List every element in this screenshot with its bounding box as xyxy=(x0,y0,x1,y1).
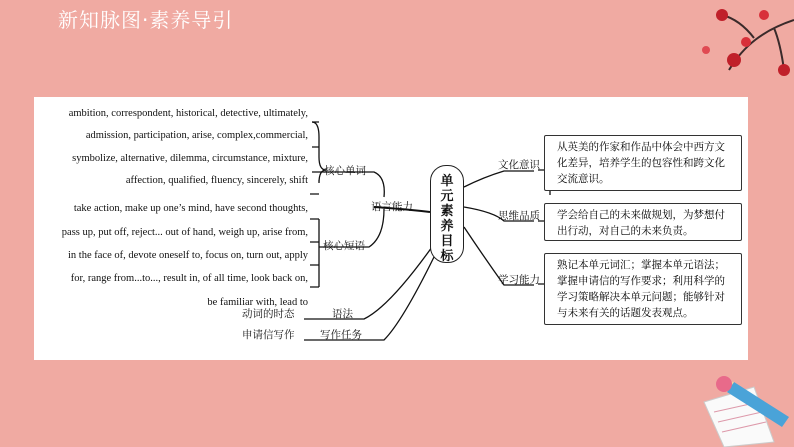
thinking-line: 出行动，对自己的未来负责。 xyxy=(557,225,694,237)
culture-line: 化差异，培养学生的包容性和跨文化 xyxy=(557,157,725,169)
unit-goals-center-node xyxy=(430,165,464,263)
plum-blossom-decoration xyxy=(634,0,794,110)
culture-line: 从英美的作家和作品中体会中西方文 xyxy=(557,141,725,153)
culture-box xyxy=(544,135,742,191)
culture-label: 文化意识 xyxy=(498,159,540,171)
learning-box xyxy=(544,253,742,325)
writing-label: 写作任务 xyxy=(320,329,362,341)
vocab-line: admission, participation, arise, complex,commercial, xyxy=(85,130,308,141)
culture-line: 交流意识。 xyxy=(557,173,610,185)
slide-title: 新知脉图·素养导引 xyxy=(58,8,234,32)
pencil-paper-decoration xyxy=(694,372,794,447)
vocab-line: symbolize, alternative, dilemma, circumstance, mixture, xyxy=(72,153,308,164)
center-char: 素 xyxy=(440,204,454,219)
center-char: 养 xyxy=(440,219,454,234)
vocab-box xyxy=(42,105,312,187)
vocab-line: ambition, correspondent, historical, detective, ultimately, xyxy=(68,108,308,119)
phrase-line: take action, make up one’s mind, have second thoughts, xyxy=(73,203,308,214)
writing-item: 申请信写作 xyxy=(242,329,295,341)
grammar-label: 语法 xyxy=(332,308,353,320)
mind-map-panel xyxy=(34,97,748,360)
learning-line: 熟记本单元词汇；掌握本单元语法； xyxy=(557,259,725,271)
center-char: 元 xyxy=(440,189,454,204)
phrase-line: in the face of, devote oneself to, focus on, turn out, apply xyxy=(68,250,308,261)
learning-line: 学习策略解决本单元问题；能够针对 xyxy=(557,291,725,303)
thinking-box xyxy=(544,203,742,241)
learning-label: 学习能力 xyxy=(498,274,540,286)
learning-line: 与未来有关的话题发表观点。 xyxy=(557,307,694,319)
vocab-label: 核心单词 xyxy=(324,165,366,177)
language-ability-label: 语言能力 xyxy=(371,201,413,213)
center-char: 目 xyxy=(440,234,454,249)
phrase-line: be familiar with, lead to xyxy=(207,297,308,308)
phrase-line: for, range from...to..., result in, of all time, look back on, xyxy=(70,273,308,284)
thinking-line: 学会给自己的未来做规划，为梦想付 xyxy=(557,209,725,221)
center-char: 单 xyxy=(440,174,454,189)
phrase-label: 核心短语 xyxy=(323,240,365,252)
phrase-line: pass up, put off, reject... out of hand, weigh up, arise from, xyxy=(61,227,308,238)
center-char: 标 xyxy=(440,249,454,264)
grammar-item: 动词的时态 xyxy=(242,308,295,320)
learning-line: 掌握申请信的写作要求；利用科学的 xyxy=(557,275,725,287)
thinking-label: 思维品质 xyxy=(498,210,540,222)
vocab-line: affection, qualified, fluency, sincerely, shift xyxy=(125,175,308,186)
